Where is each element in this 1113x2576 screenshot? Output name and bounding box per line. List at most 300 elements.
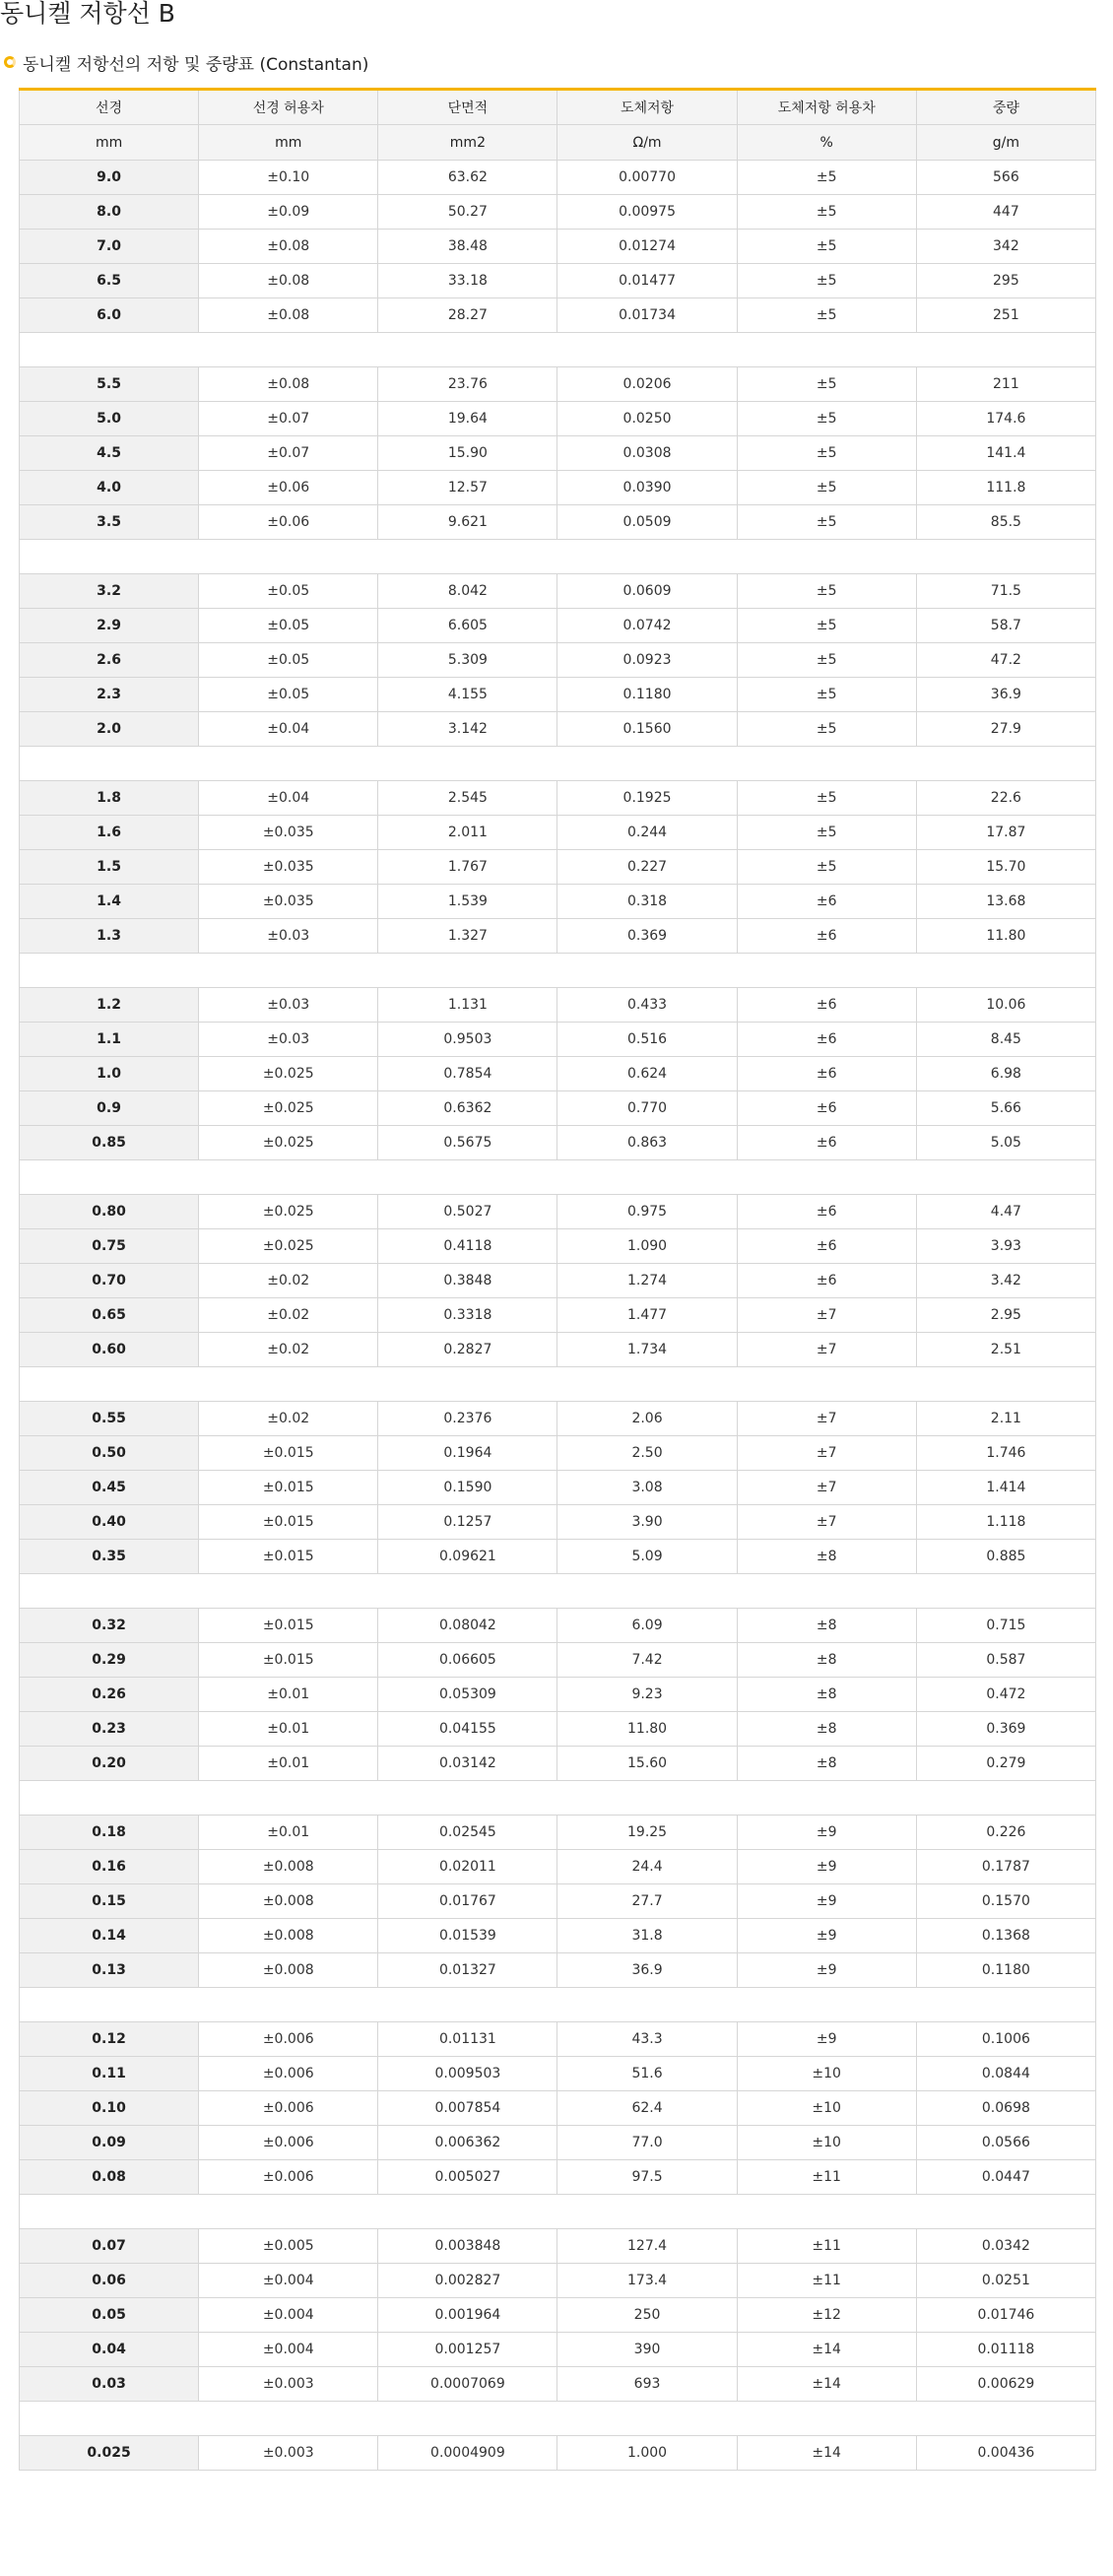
group-spacer-row	[20, 1367, 1096, 1402]
table-cell: 36.9	[916, 678, 1095, 712]
table-row	[20, 2367, 1096, 2402]
table-row	[20, 1264, 1096, 1298]
wire-diameter-cell: 0.03	[20, 2367, 199, 2402]
table-cell: ±6	[737, 1057, 916, 1091]
table-cell: 250	[557, 2298, 737, 2333]
wire-diameter-cell: 1.5	[20, 850, 199, 885]
table-cell: ±11	[737, 2229, 916, 2264]
table-cell: 10.06	[916, 988, 1095, 1023]
table-cell: ±0.02	[199, 1264, 378, 1298]
ring-bullet-icon	[4, 56, 16, 68]
table-cell: 8.042	[378, 574, 557, 609]
table-cell: 0.3848	[378, 1264, 557, 1298]
table-cell: 0.715	[916, 1609, 1095, 1643]
table-cell: 22.6	[916, 781, 1095, 816]
table-cell: ±0.02	[199, 1402, 378, 1436]
wire-diameter-cell: 0.12	[20, 2022, 199, 2057]
table-row	[20, 1816, 1096, 1850]
unit-row	[20, 125, 1096, 161]
column-header: 선경	[20, 90, 199, 125]
table-cell: 0.4118	[378, 1229, 557, 1264]
table-cell: ±0.025	[199, 1229, 378, 1264]
table-cell: 295	[916, 264, 1095, 298]
table-cell: ±10	[737, 2091, 916, 2126]
table-cell: ±0.01	[199, 1712, 378, 1747]
table-cell: 9.621	[378, 505, 557, 540]
table-cell: ±6	[737, 1023, 916, 1057]
table-cell: 3.142	[378, 712, 557, 747]
table-row	[20, 436, 1096, 471]
table-row	[20, 367, 1096, 402]
wire-diameter-cell: 0.16	[20, 1850, 199, 1884]
table-row	[20, 1712, 1096, 1747]
table-cell: 0.0342	[916, 2229, 1095, 2264]
table-cell: 0.01477	[557, 264, 737, 298]
table-cell: ±5	[737, 402, 916, 436]
table-row	[20, 609, 1096, 643]
table-cell: 0.0844	[916, 2057, 1095, 2091]
table-cell: 566	[916, 161, 1095, 195]
table-cell: ±7	[737, 1333, 916, 1367]
table-cell: ±0.025	[199, 1091, 378, 1126]
table-row	[20, 1540, 1096, 1574]
table-cell: ±0.06	[199, 471, 378, 505]
table-cell: 15.60	[557, 1747, 737, 1781]
spacer-cell	[20, 1367, 1096, 1402]
table-cell: 0.04155	[378, 1712, 557, 1747]
table-cell: 3.90	[557, 1505, 737, 1540]
wire-diameter-cell: 1.3	[20, 919, 199, 954]
table-cell: 0.0609	[557, 574, 737, 609]
table-cell: 0.03142	[378, 1747, 557, 1781]
table-cell: 1.274	[557, 1264, 737, 1298]
table-cell: ±0.025	[199, 1126, 378, 1160]
table-cell: ±9	[737, 1953, 916, 1988]
table-cell: 0.01734	[557, 298, 737, 333]
wire-diameter-cell: 2.6	[20, 643, 199, 678]
spacer-cell	[20, 1160, 1096, 1195]
table-cell: ±14	[737, 2367, 916, 2402]
table-cell: 85.5	[916, 505, 1095, 540]
table-cell: ±5	[737, 367, 916, 402]
table-row	[20, 2057, 1096, 2091]
table-row	[20, 505, 1096, 540]
table-cell: 9.23	[557, 1678, 737, 1712]
wire-diameter-cell: 4.5	[20, 436, 199, 471]
table-cell: 2.95	[916, 1298, 1095, 1333]
wire-diameter-cell: 5.5	[20, 367, 199, 402]
table-cell: 0.09621	[378, 1540, 557, 1574]
table-cell: 0.770	[557, 1091, 737, 1126]
spacer-cell	[20, 540, 1096, 574]
wire-diameter-cell: 1.0	[20, 1057, 199, 1091]
table-cell: 0.0566	[916, 2126, 1095, 2160]
table-cell: 211	[916, 367, 1095, 402]
table-cell: ±9	[737, 1884, 916, 1919]
wire-diameter-cell: 0.80	[20, 1195, 199, 1229]
table-row	[20, 1091, 1096, 1126]
column-header: 도체저항	[557, 90, 737, 125]
table-cell: 1.734	[557, 1333, 737, 1367]
table-cell: 0.00436	[916, 2436, 1095, 2471]
table-cell: 0.06605	[378, 1643, 557, 1678]
wire-diameter-cell: 0.23	[20, 1712, 199, 1747]
wire-diameter-cell: 3.5	[20, 505, 199, 540]
table-cell: 0.5675	[378, 1126, 557, 1160]
group-spacer-row	[20, 1574, 1096, 1609]
table-row	[20, 2126, 1096, 2160]
wire-diameter-cell: 1.6	[20, 816, 199, 850]
table-cell: 33.18	[378, 264, 557, 298]
wire-diameter-cell: 6.0	[20, 298, 199, 333]
table-cell: ±0.008	[199, 1953, 378, 1988]
table-cell: 0.01767	[378, 1884, 557, 1919]
table-cell: 0.1257	[378, 1505, 557, 1540]
table-cell: ±0.08	[199, 367, 378, 402]
section-heading	[4, 49, 368, 75]
table-cell: ±8	[737, 1712, 916, 1747]
table-row	[20, 781, 1096, 816]
table-cell: ±0.09	[199, 195, 378, 230]
table-cell: 2.545	[378, 781, 557, 816]
table-cell: 19.25	[557, 1816, 737, 1850]
table-row	[20, 1333, 1096, 1367]
spacer-cell	[20, 2195, 1096, 2229]
table-cell: ±5	[737, 298, 916, 333]
unit-cell: mm2	[378, 125, 557, 161]
table-row	[20, 885, 1096, 919]
table-cell: ±0.003	[199, 2436, 378, 2471]
table-cell: ±0.006	[199, 2160, 378, 2195]
table-cell: 0.1560	[557, 712, 737, 747]
table-cell: 0.587	[916, 1643, 1095, 1678]
table-cell: ±0.05	[199, 609, 378, 643]
table-cell: 0.1787	[916, 1850, 1095, 1884]
table-cell: 5.05	[916, 1126, 1095, 1160]
table-cell: 0.624	[557, 1057, 737, 1091]
table-cell: 0.0698	[916, 2091, 1095, 2126]
wire-diameter-cell: 0.20	[20, 1747, 199, 1781]
table-cell: 1.539	[378, 885, 557, 919]
table-row	[20, 1678, 1096, 1712]
table-cell: 0.1006	[916, 2022, 1095, 2057]
table-cell: 19.64	[378, 402, 557, 436]
table-cell: 77.0	[557, 2126, 737, 2160]
wire-diameter-cell: 0.025	[20, 2436, 199, 2471]
table-cell: 0.003848	[378, 2229, 557, 2264]
table-row	[20, 2436, 1096, 2471]
table-cell: 6.09	[557, 1609, 737, 1643]
table-row	[20, 230, 1096, 264]
table-cell: 2.06	[557, 1402, 737, 1436]
table-cell: ±5	[737, 264, 916, 298]
table-cell: ±7	[737, 1402, 916, 1436]
table-row	[20, 1057, 1096, 1091]
spacer-cell	[20, 1781, 1096, 1816]
table-cell: ±11	[737, 2264, 916, 2298]
table-cell: 63.62	[378, 161, 557, 195]
table-cell: ±8	[737, 1643, 916, 1678]
table-row	[20, 1643, 1096, 1678]
table-row	[20, 1023, 1096, 1057]
table-cell: 3.08	[557, 1471, 737, 1505]
wire-diameter-cell: 0.35	[20, 1540, 199, 1574]
table-cell: ±0.005	[199, 2229, 378, 2264]
table-cell: 1.118	[916, 1505, 1095, 1540]
table-cell: 8.45	[916, 1023, 1095, 1057]
table-row	[20, 1884, 1096, 1919]
table-cell: 447	[916, 195, 1095, 230]
table-row	[20, 1609, 1096, 1643]
table-row	[20, 988, 1096, 1023]
table-cell: 1.327	[378, 919, 557, 954]
table-cell: ±5	[737, 471, 916, 505]
wire-diameter-cell: 0.07	[20, 2229, 199, 2264]
spacer-cell	[20, 954, 1096, 988]
table-cell: 15.90	[378, 436, 557, 471]
table-cell: 0.0251	[916, 2264, 1095, 2298]
table-cell: 0.0447	[916, 2160, 1095, 2195]
table-cell: ±0.035	[199, 816, 378, 850]
table-row	[20, 850, 1096, 885]
table-cell: 1.477	[557, 1298, 737, 1333]
group-spacer-row	[20, 1160, 1096, 1195]
table-cell: ±5	[737, 161, 916, 195]
table-cell: 4.155	[378, 678, 557, 712]
table-cell: ±0.07	[199, 402, 378, 436]
wire-diameter-cell: 1.2	[20, 988, 199, 1023]
resistance-weight-table	[19, 88, 1096, 2471]
table-cell: 0.0206	[557, 367, 737, 402]
table-cell: 0.02545	[378, 1816, 557, 1850]
table-cell: ±0.015	[199, 1540, 378, 1574]
table-cell: 174.6	[916, 402, 1095, 436]
table-cell: 4.47	[916, 1195, 1095, 1229]
wire-diameter-cell: 5.0	[20, 402, 199, 436]
group-spacer-row	[20, 2402, 1096, 2436]
table-row	[20, 1195, 1096, 1229]
table-cell: 1.767	[378, 850, 557, 885]
table-cell: ±0.03	[199, 1023, 378, 1057]
group-spacer-row	[20, 2195, 1096, 2229]
table-cell: 0.1570	[916, 1884, 1095, 1919]
table-cell: ±14	[737, 2333, 916, 2367]
table-cell: 0.1180	[557, 678, 737, 712]
table-cell: 173.4	[557, 2264, 737, 2298]
table-cell: ±5	[737, 230, 916, 264]
table-row	[20, 2160, 1096, 2195]
table-cell: ±6	[737, 1264, 916, 1298]
table-cell: 0.6362	[378, 1091, 557, 1126]
table-cell: ±5	[737, 781, 916, 816]
table-cell: ±0.008	[199, 1850, 378, 1884]
table-row	[20, 2091, 1096, 2126]
table-cell: 342	[916, 230, 1095, 264]
table-cell: ±6	[737, 919, 916, 954]
wire-diameter-cell: 0.45	[20, 1471, 199, 1505]
wire-diameter-cell: 0.40	[20, 1505, 199, 1540]
table-cell: 50.27	[378, 195, 557, 230]
wire-diameter-cell: 1.4	[20, 885, 199, 919]
wire-diameter-cell: 0.15	[20, 1884, 199, 1919]
table-cell: ±0.035	[199, 850, 378, 885]
table-cell: 1.090	[557, 1229, 737, 1264]
table-cell: ±5	[737, 574, 916, 609]
spacer-cell	[20, 2402, 1096, 2436]
wire-diameter-cell: 0.65	[20, 1298, 199, 1333]
table-cell: ±5	[737, 816, 916, 850]
wire-diameter-cell: 0.50	[20, 1436, 199, 1471]
table-cell: 0.0509	[557, 505, 737, 540]
table-cell: ±0.03	[199, 919, 378, 954]
table-cell: 0.05309	[378, 1678, 557, 1712]
table-row	[20, 2022, 1096, 2057]
wire-diameter-cell: 0.32	[20, 1609, 199, 1643]
wire-diameter-cell: 0.26	[20, 1678, 199, 1712]
table-cell: 27.9	[916, 712, 1095, 747]
table-cell: ±6	[737, 1091, 916, 1126]
table-cell: 6.605	[378, 609, 557, 643]
table-row	[20, 1919, 1096, 1953]
table-cell: 0.369	[557, 919, 737, 954]
table-cell: 23.76	[378, 367, 557, 402]
wire-diameter-cell: 0.75	[20, 1229, 199, 1264]
table-cell: 0.001964	[378, 2298, 557, 2333]
wire-diameter-cell: 8.0	[20, 195, 199, 230]
table-cell: 0.0007069	[378, 2367, 557, 2402]
table-cell: 1.746	[916, 1436, 1095, 1471]
table-cell: 5.66	[916, 1091, 1095, 1126]
wire-diameter-cell: 0.09	[20, 2126, 199, 2160]
table-cell: ±6	[737, 1195, 916, 1229]
table-cell: ±9	[737, 1919, 916, 1953]
table-row	[20, 574, 1096, 609]
table-cell: 1.414	[916, 1471, 1095, 1505]
column-header: 선경 허용차	[199, 90, 378, 125]
table-cell: 17.87	[916, 816, 1095, 850]
wire-diameter-cell: 2.9	[20, 609, 199, 643]
group-spacer-row	[20, 1781, 1096, 1816]
table-cell: 0.885	[916, 1540, 1095, 1574]
table-row	[20, 2264, 1096, 2298]
table-cell: ±0.07	[199, 436, 378, 471]
wire-diameter-cell: 4.0	[20, 471, 199, 505]
table-row	[20, 816, 1096, 850]
table-cell: 0.3318	[378, 1298, 557, 1333]
table-body	[20, 90, 1096, 2471]
wire-diameter-cell: 9.0	[20, 161, 199, 195]
resistance-weight-table-wrap	[19, 88, 1096, 2471]
unit-cell: mm	[199, 125, 378, 161]
table-cell: ±0.003	[199, 2367, 378, 2402]
table-cell: ±14	[737, 2436, 916, 2471]
table-cell: ±0.025	[199, 1057, 378, 1091]
unit-cell: g/m	[916, 125, 1095, 161]
table-cell: ±0.08	[199, 230, 378, 264]
group-spacer-row	[20, 1988, 1096, 2022]
table-cell: 0.0390	[557, 471, 737, 505]
section-title-text: 동니켈 저항선의 저항 및 중량표 (Constantan)	[23, 54, 369, 75]
column-header: 중량	[916, 90, 1095, 125]
table-cell: ±0.02	[199, 1333, 378, 1367]
table-row	[20, 1229, 1096, 1264]
table-cell: 6.98	[916, 1057, 1095, 1091]
group-spacer-row	[20, 747, 1096, 781]
table-cell: ±0.015	[199, 1643, 378, 1678]
table-cell: 0.244	[557, 816, 737, 850]
table-cell: ±0.02	[199, 1298, 378, 1333]
group-spacer-row	[20, 954, 1096, 988]
table-cell: 1.000	[557, 2436, 737, 2471]
wire-diameter-cell: 2.3	[20, 678, 199, 712]
table-cell: ±6	[737, 988, 916, 1023]
table-row	[20, 2333, 1096, 2367]
table-cell: 0.1964	[378, 1436, 557, 1471]
table-cell: ±5	[737, 609, 916, 643]
table-cell: ±9	[737, 1816, 916, 1850]
table-cell: ±0.015	[199, 1609, 378, 1643]
table-cell: ±0.035	[199, 885, 378, 919]
table-cell: 58.7	[916, 609, 1095, 643]
spacer-cell	[20, 1988, 1096, 2022]
table-cell: 0.472	[916, 1678, 1095, 1712]
table-cell: 0.0250	[557, 402, 737, 436]
table-cell: ±0.006	[199, 2091, 378, 2126]
table-cell: 11.80	[916, 919, 1095, 954]
table-cell: 0.227	[557, 850, 737, 885]
table-cell: 0.369	[916, 1712, 1095, 1747]
table-cell: ±0.01	[199, 1678, 378, 1712]
table-cell: 0.516	[557, 1023, 737, 1057]
table-cell: 0.00770	[557, 161, 737, 195]
table-cell: ±8	[737, 1540, 916, 1574]
table-cell: 0.318	[557, 885, 737, 919]
table-cell: ±7	[737, 1436, 916, 1471]
table-row	[20, 1471, 1096, 1505]
table-cell: ±0.05	[199, 643, 378, 678]
table-cell: ±12	[737, 2298, 916, 2333]
header-row	[20, 90, 1096, 125]
table-cell: 141.4	[916, 436, 1095, 471]
table-cell: ±5	[737, 850, 916, 885]
table-cell: ±0.015	[199, 1505, 378, 1540]
unit-cell: Ω/m	[557, 125, 737, 161]
table-cell: ±10	[737, 2126, 916, 2160]
table-cell: 390	[557, 2333, 737, 2367]
table-cell: 251	[916, 298, 1095, 333]
table-row	[20, 1436, 1096, 1471]
table-cell: ±5	[737, 643, 916, 678]
table-cell: ±6	[737, 1229, 916, 1264]
table-cell: ±0.04	[199, 781, 378, 816]
table-cell: ±6	[737, 1126, 916, 1160]
wire-diameter-cell: 3.2	[20, 574, 199, 609]
wire-diameter-cell: 0.11	[20, 2057, 199, 2091]
table-cell: 15.70	[916, 850, 1095, 885]
table-cell: 0.005027	[378, 2160, 557, 2195]
table-cell: 5.309	[378, 643, 557, 678]
table-cell: ±0.015	[199, 1436, 378, 1471]
table-row	[20, 1126, 1096, 1160]
table-cell: 693	[557, 2367, 737, 2402]
table-cell: 0.009503	[378, 2057, 557, 2091]
table-cell: 0.01131	[378, 2022, 557, 2057]
table-cell: ±0.08	[199, 264, 378, 298]
table-cell: ±5	[737, 712, 916, 747]
table-row	[20, 1298, 1096, 1333]
table-cell: 0.0004909	[378, 2436, 557, 2471]
table-cell: ±8	[737, 1609, 916, 1643]
